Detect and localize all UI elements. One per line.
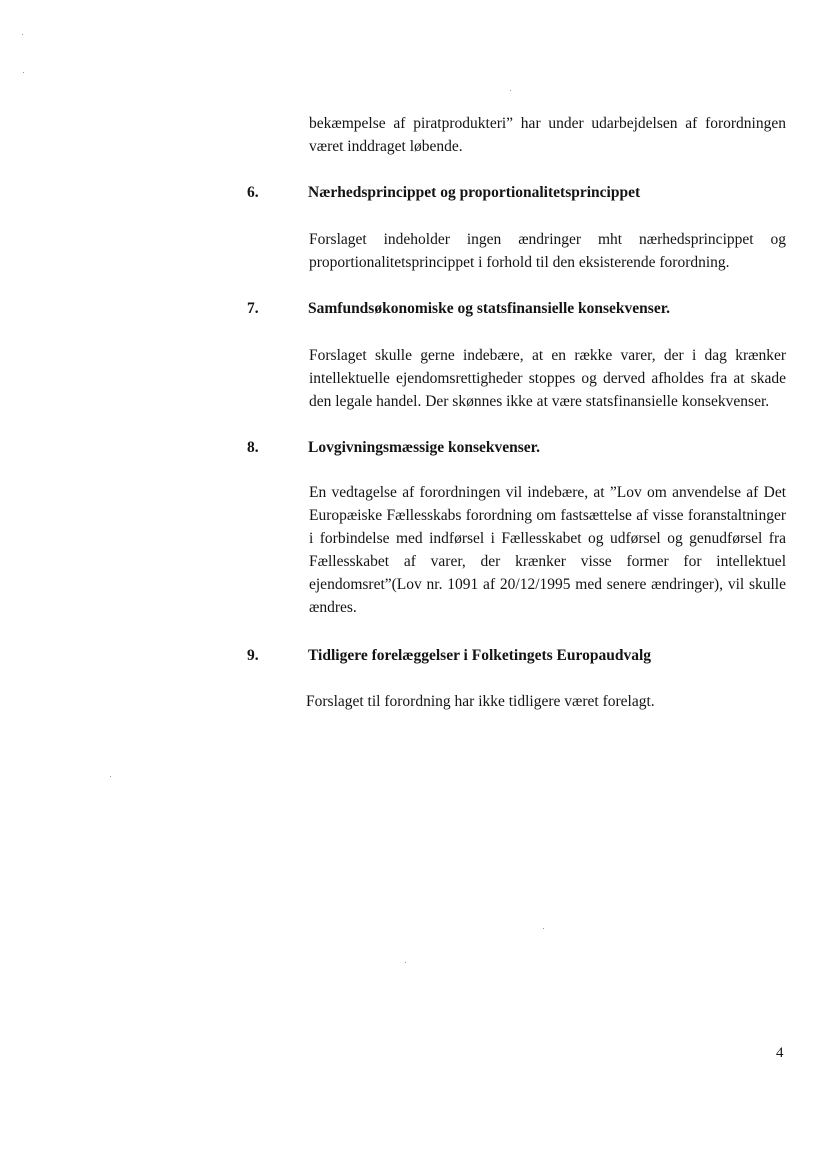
section-9-number: 9. bbox=[247, 647, 259, 664]
section-6-number: 6. bbox=[247, 184, 259, 201]
section-7-heading: Samfundsøkonomiske og statsfinansielle konsekvenser. bbox=[308, 300, 671, 317]
section-8-body: En vedtagelse af forordningen vil indebære, at ”Lov om anvendelse af Det Europæiske Fællesskabs forordning om fastsættelse af visse foranstaltninger i forbindelse med indførsel i Fællesskabet og udførsel og genudførsel fra Fællesskabet af varer, der krænker visse former for intellektuel ejendomsret”(Lov nr. 1091 af 20/12/1995 med senere ændringer), vil skulle ændres. bbox=[309, 484, 786, 616]
scan-speck bbox=[22, 34, 23, 35]
scan-speck bbox=[543, 928, 544, 929]
section-8-number: 8. bbox=[247, 439, 259, 456]
intro-paragraph: bekæmpelse af piratprodukteri” har under udarbejdelsen af forordningen været inddraget løbende. bbox=[309, 115, 786, 155]
section-8-heading: Lovgivningsmæssige konsekvenser. bbox=[308, 439, 540, 456]
scan-speck bbox=[110, 776, 111, 777]
section-9-heading: Tidligere forelæggelser i Folketingets Europaudvalg bbox=[308, 647, 652, 664]
section-6-heading: Nærhedsprincippet og proportionalitetsprincippet bbox=[308, 184, 641, 201]
scan-speck bbox=[510, 90, 511, 91]
scan-speck bbox=[23, 72, 24, 73]
page-number: 4 bbox=[776, 1045, 784, 1061]
section-7-body: Forslaget skulle gerne indebære, at en række varer, der i dag krænker intellektuelle ejendomsrettigheder stoppes og derved afholdes fra at skade den legale handel. Der skønnes ikke at være statsfinansielle konsekvenser. bbox=[309, 347, 786, 410]
section-9-body: Forslaget til forordning har ikke tidligere været forelagt. bbox=[306, 693, 655, 710]
scan-speck bbox=[405, 962, 406, 963]
section-6-body: Forslaget indeholder ingen ændringer mht nærhedsprincippet og proportionalitetsprincippet i forhold til den eksisterende forordning. bbox=[309, 231, 786, 271]
section-7-number: 7. bbox=[247, 300, 259, 317]
